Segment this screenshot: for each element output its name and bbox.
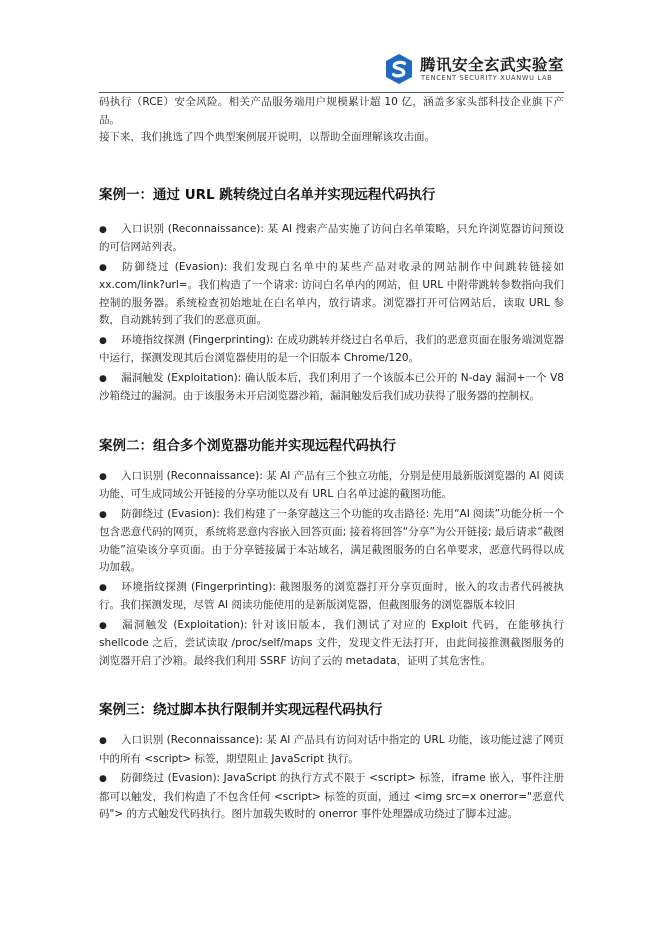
case-2-item-text: 环境指纹探测 (Fingerprinting): 截图服务的浏览器打开分享页面时，嵌入的攻击者代码被执行。我们探测发现，尽管 AI 阅读功能使用的是新版浏览器，但截图服务的浏览器版本较旧 — [99, 580, 564, 611]
intro-paragraph: 接下来，我们挑选了四个典型案例展开说明，以帮助全面理解该攻击面。 — [99, 131, 435, 143]
case-1-item — [99, 221, 564, 257]
intro-paragraph: 码执行（RCE）安全风险。相关产品服务端用户规模累计超 10 亿，涵盖多家头部科技企业旗下产品。 — [99, 96, 564, 126]
case-1-item-text: 环境指纹探测 (Fingerprinting): 在成功跳转并绕过白名单后，我们的恶意页面在服务端浏览器中运行，探测发现其后台浏览器使用的是一个旧版本 Chrome/120。 — [99, 333, 564, 364]
case-3-item-text: 防御绕过 (Evasion): JavaScript 的执行方式不限于 <script> 标签，iframe 嵌入，事件注册都可以触发，我们构造了不包含任何 <script> 标签的页面，通过 <img src=x onerror="恶意代码"> 的方式触发代码执行。图片加载失败时的 onerror 事件处理器成功绕过了脚本过滤。 — [99, 772, 564, 820]
case-3-item — [99, 732, 564, 768]
bullet-icon: ● — [99, 620, 107, 631]
bullet-icon: ● — [99, 373, 107, 384]
case-2-item — [99, 506, 564, 577]
bullet-icon: ● — [99, 774, 107, 784]
org-name-en: TENCENT SECURITY XUANWU LAB — [421, 74, 553, 82]
case-1-heading: 案例一：通过 URL 跳转绕过白名单并实现远程代码执行 — [99, 186, 436, 203]
case-1-item — [99, 332, 564, 368]
case-2-item — [99, 468, 564, 504]
bullet-icon: ● — [99, 224, 107, 235]
case-2-item — [99, 617, 564, 671]
bullet-icon: ● — [99, 736, 107, 746]
bullet-icon: ● — [99, 582, 107, 593]
bullet-icon: ● — [99, 335, 107, 346]
bullet-icon: ● — [99, 471, 107, 482]
header-divider — [99, 92, 564, 93]
case-1-item — [99, 259, 564, 330]
document-body — [99, 94, 564, 826]
case-1-item-text: 漏洞触发 (Exploitation): 确认版本后，我们利用了一个该版本已公开的 N-day 漏洞+一个 V8 沙箱绕过的漏洞。由于该服务未开启浏览器沙箱，漏洞触发后我们成功获得了服务器的控制权。 — [99, 371, 564, 402]
case-3-item — [99, 770, 564, 824]
case-2-heading: 案例二：组合多个浏览器功能并实现远程代码执行 — [99, 437, 396, 454]
page-header — [0, 0, 662, 94]
case-2-item — [99, 579, 564, 615]
case-1-item — [99, 370, 564, 406]
case-3-heading: 案例三：绕过脚本执行限制并实现远程代码执行 — [99, 702, 383, 718]
bullet-icon: ● — [99, 509, 107, 520]
case-1-item-text: 入口识别 (Reconnaissance): 某 AI 搜索产品实施了访问白名单策略，只允许浏览器访问预设的可信网站列表。 — [99, 222, 564, 253]
org-name-cn: 腾讯安全玄武实验室 — [420, 56, 565, 74]
case-3-item-text: 入口识别 (Reconnaissance): 某 AI 产品具有访问对话中指定的 URL 功能，该功能过滤了网页中的所有 <script> 标签，期望阻止 JavaScript 执行。 — [99, 734, 564, 765]
case-2-item-text: 入口识别 (Reconnaissance): 某 AI 产品有三个独立功能，分别是使用最新版浏览器的 AI 阅读功能、可生成同域公开链接的分享功能以及有 URL 白名单过滤的截图功能。 — [99, 469, 564, 500]
bullet-icon: ● — [99, 262, 107, 273]
case-1-item-text: 防御绕过 (Evasion): 我们发现白名单中的某些产品对收录的网站制作中间跳转链接如 xx.com/link?url=。我们构造了一个请求: 访问白名单内的网站，但 URL 中附带跳转参数指向我们控制的服务器。系统检查初始地址在白名单内，放行请求。浏览器打开可信网站后，读取 URL 参数，自动跳转到了我们的恶意页面。 — [99, 260, 564, 326]
case-2-item-text: 防御绕过 (Evasion): 我们构建了一条穿越这三个功能的攻击路径: 先用“AI 阅读”功能分析一个包含恶意代码的网页，系统将恶意内容嵌入回答页面; 接着将回答“分享”为公开链接; 最后请求“截图功能”渲染该分享页面。由于分享链接属于本站域名，满足截图服务的白名单要求，恶意代码得以成功加载。 — [99, 507, 564, 573]
case-2-item-text: 漏洞触发 (Exploitation): 针对该旧版本，我们测试了对应的 Exploit 代码，在能够执行 shellcode 之后，尝试读取 /proc/self/maps 文件，发现文件无法打开，由此间接推测截图服务的浏览器开启了沙箱。最终我们利用 SSRF 访问了云的 metadata，证明了其危害性。 — [99, 618, 564, 667]
xuanwu-logo-icon — [384, 53, 414, 85]
